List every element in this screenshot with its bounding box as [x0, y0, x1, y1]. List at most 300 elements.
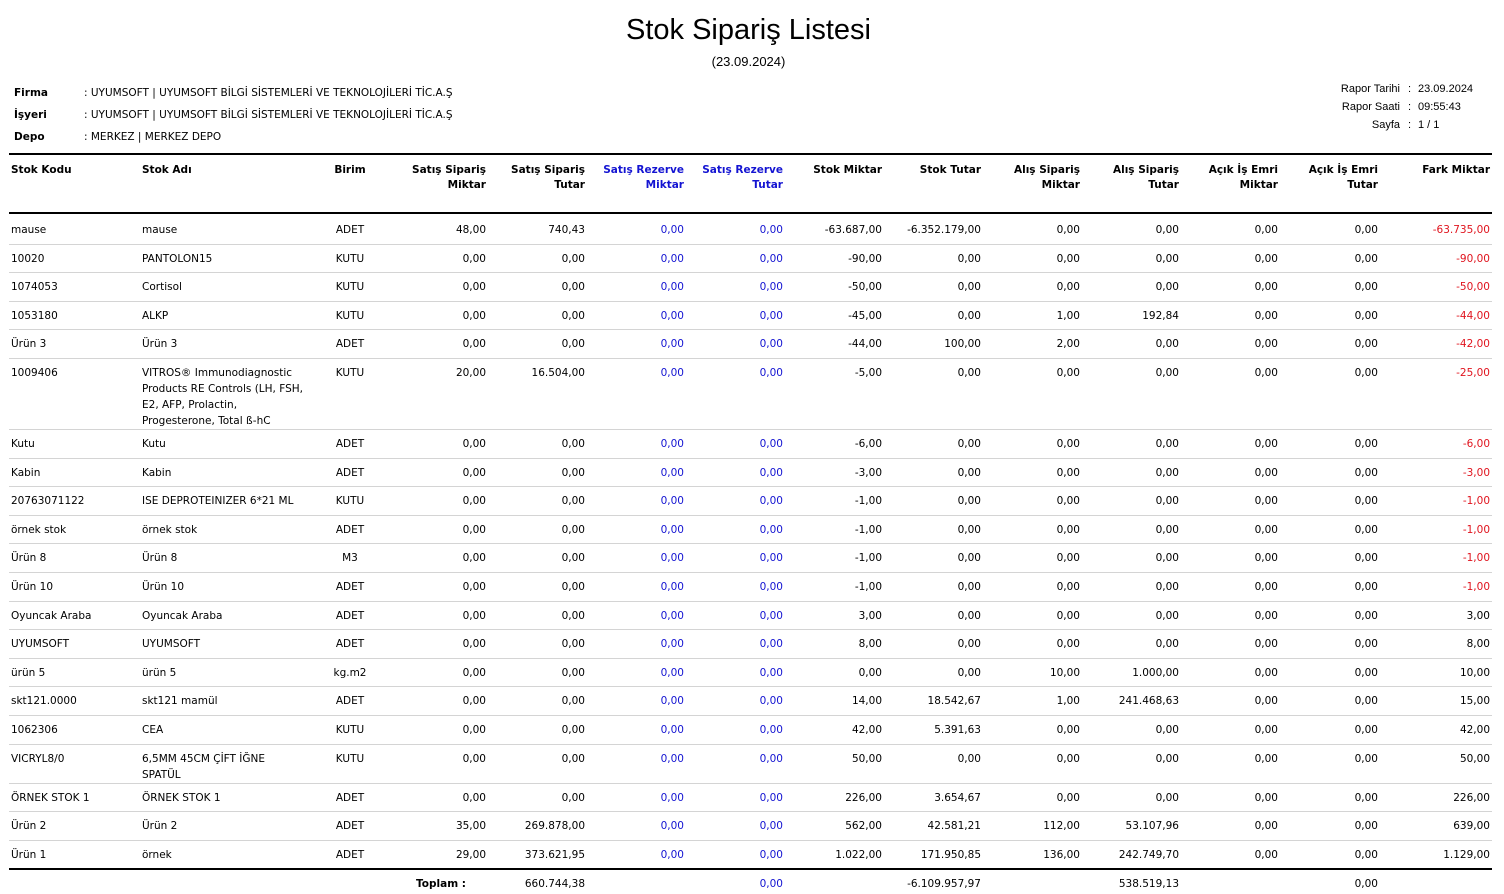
cell-satis-siparis-tutar: 0,00 [488, 630, 587, 659]
table-row [9, 244, 1492, 273]
cell-satis-rezerve-tutar: 0,00 [686, 301, 785, 330]
cell-fark-miktar: -42,00 [1380, 330, 1492, 359]
cell-birim: KUTU [308, 301, 392, 330]
cell-stok-adi: mause [140, 213, 308, 244]
table-row [9, 572, 1492, 601]
cell-stok-tutar: 0,00 [884, 630, 983, 659]
cell-stok-adi: 6,5MM 45CM ÇİFT İĞNE SPATÜL [140, 744, 308, 783]
cell-acik-is-emri-tutar: 0,00 [1280, 273, 1380, 302]
cell-satis-rezerve-tutar: 0,00 [686, 812, 785, 841]
cell-stok-miktar: -44,00 [785, 330, 884, 359]
cell-stok-kodu: örnek stok [9, 515, 140, 544]
cell-alis-siparis-tutar: 242.749,70 [1082, 840, 1181, 869]
rapor-saati-row [1290, 98, 1488, 116]
cell-alis-siparis-tutar: 0,00 [1082, 273, 1181, 302]
firma-row [14, 82, 453, 104]
cell-stok-adi: örnek stok [140, 515, 308, 544]
depo-row [14, 126, 453, 148]
cell-stok-miktar: -63.687,00 [785, 213, 884, 244]
firma-value: : UYUMSOFT | UYUMSOFT BİLGİ SİSTEMLERİ VE TEKNOLOJİLERİ TİC.A.Ş [84, 87, 453, 99]
cell-stok-miktar: -50,00 [785, 273, 884, 302]
cell-stok-kodu: Kutu [9, 429, 140, 458]
cell-fark-miktar: 50,00 [1380, 744, 1492, 783]
cell-stok-miktar: -5,00 [785, 358, 884, 429]
table-row [9, 213, 1492, 244]
cell-satis-rezerve-tutar: 0,00 [686, 601, 785, 630]
cell-birim: ADET [308, 601, 392, 630]
cell-stok-adi: ALKP [140, 301, 308, 330]
cell-stok-tutar: 0,00 [884, 429, 983, 458]
cell-satis-rezerve-tutar: 0,00 [686, 244, 785, 273]
cell-stok-tutar: -6.352.179,00 [884, 213, 983, 244]
cell-stok-adi: örnek [140, 840, 308, 869]
cell-satis-siparis-miktar: 48,00 [392, 213, 488, 244]
cell-alis-siparis-miktar: 0,00 [983, 244, 1082, 273]
cell-fark-miktar: 1.129,00 [1380, 840, 1492, 869]
cell-stok-tutar: 0,00 [884, 658, 983, 687]
depo-value: : MERKEZ | MERKEZ DEPO [84, 131, 222, 143]
cell-acik-is-emri-tutar: 0,00 [1280, 812, 1380, 841]
cell-stok-kodu: skt121.0000 [9, 687, 140, 716]
rapor-tarihi-value: 23.09.2024 [1418, 83, 1474, 95]
cell-satis-rezerve-miktar: 0,00 [587, 812, 686, 841]
cell-satis-siparis-miktar: 0,00 [392, 487, 488, 516]
table-row [9, 429, 1492, 458]
cell-satis-rezerve-tutar: 0,00 [686, 544, 785, 573]
cell-stok-miktar: 1.022,00 [785, 840, 884, 869]
cell-acik-is-emri-tutar: 0,00 [1280, 244, 1380, 273]
cell-satis-rezerve-miktar: 0,00 [587, 783, 686, 812]
cell-stok-kodu: 20763071122 [9, 487, 140, 516]
cell-satis-siparis-tutar: 269.878,00 [488, 812, 587, 841]
cell-stok-miktar: -45,00 [785, 301, 884, 330]
cell-acik-is-emri-miktar: 0,00 [1181, 458, 1280, 487]
colon: : [1408, 83, 1412, 95]
table-row [9, 715, 1492, 744]
cell-alis-siparis-tutar: 0,00 [1082, 213, 1181, 244]
cell-stok-tutar: 0,00 [884, 301, 983, 330]
cell-fark-miktar: -1,00 [1380, 487, 1492, 516]
cell-acik-is-emri-miktar: 0,00 [1181, 213, 1280, 244]
cell-acik-is-emri-miktar: 0,00 [1181, 544, 1280, 573]
column-header-stok-tutar: Stok Tutar [884, 154, 983, 213]
cell-stok-adi: PANTOLON15 [140, 244, 308, 273]
cell-alis-siparis-tutar: 0,00 [1082, 601, 1181, 630]
table-row [9, 358, 1492, 429]
cell-stok-tutar: 0,00 [884, 273, 983, 302]
cell-satis-rezerve-tutar: 0,00 [686, 330, 785, 359]
table-row [9, 273, 1492, 302]
column-header-acik-is-emri-miktar: Açık İş Emri Miktar [1181, 154, 1280, 213]
cell-satis-siparis-miktar: 0,00 [392, 715, 488, 744]
cell-satis-siparis-tutar: 373.621,95 [488, 840, 587, 869]
rapor-tarihi-row [1290, 80, 1488, 98]
cell-fark-miktar: -90,00 [1380, 244, 1492, 273]
cell-stok-tutar: 42.581,21 [884, 812, 983, 841]
table-row [9, 744, 1492, 783]
cell-stok-kodu: 1074053 [9, 273, 140, 302]
cell-acik-is-emri-tutar: 0,00 [1280, 515, 1380, 544]
cell-birim: ADET [308, 213, 392, 244]
report-date: (23.09.2024) [711, 54, 786, 69]
table-row [9, 487, 1492, 516]
cell-alis-siparis-miktar: 0,00 [983, 744, 1082, 783]
cell-stok-kodu: 1053180 [9, 301, 140, 330]
column-header-acik-is-emri-tutar: Açık İş Emri Tutar [1280, 154, 1380, 213]
cell-stok-kodu: Oyuncak Araba [9, 601, 140, 630]
rapor-tarihi-label: Rapor Tarihi [1340, 83, 1400, 95]
cell-satis-siparis-miktar: 35,00 [392, 812, 488, 841]
cell-satis-rezerve-miktar: 0,00 [587, 515, 686, 544]
cell-stok-tutar: 0,00 [884, 544, 983, 573]
cell-acik-is-emri-tutar: 0,00 [1280, 301, 1380, 330]
cell-satis-siparis-miktar: 0,00 [392, 273, 488, 302]
sayfa-label: Sayfa [1371, 119, 1400, 131]
cell-satis-siparis-miktar: 0,00 [392, 458, 488, 487]
cell-stok-miktar: -1,00 [785, 515, 884, 544]
cell-stok-adi: Ürün 2 [140, 812, 308, 841]
firma-label: Firma [14, 87, 48, 99]
cell-satis-rezerve-miktar: 0,00 [587, 213, 686, 244]
table-header-row [9, 154, 1492, 213]
cell-alis-siparis-miktar: 0,00 [983, 273, 1082, 302]
cell-alis-siparis-miktar: 0,00 [983, 572, 1082, 601]
cell-alis-siparis-miktar: 0,00 [983, 487, 1082, 516]
cell-acik-is-emri-tutar: 0,00 [1280, 213, 1380, 244]
total-satis-rezerve-tutar: 0,00 [759, 878, 783, 891]
cell-satis-rezerve-tutar: 0,00 [686, 487, 785, 516]
cell-fark-miktar: -1,00 [1380, 544, 1492, 573]
cell-stok-adi: CEA [140, 715, 308, 744]
table-row [9, 630, 1492, 659]
cell-satis-siparis-tutar: 0,00 [488, 458, 587, 487]
cell-alis-siparis-tutar: 0,00 [1082, 458, 1181, 487]
table-row [9, 544, 1492, 573]
cell-acik-is-emri-tutar: 0,00 [1280, 840, 1380, 869]
sayfa-value: 1 / 1 [1418, 119, 1440, 131]
cell-satis-siparis-tutar: 0,00 [488, 783, 587, 812]
cell-stok-miktar: -1,00 [785, 487, 884, 516]
cell-stok-kodu: Ürün 2 [9, 812, 140, 841]
stock-order-table [9, 153, 1492, 894]
cell-satis-siparis-miktar: 0,00 [392, 783, 488, 812]
cell-stok-miktar: -3,00 [785, 458, 884, 487]
cell-stok-miktar: 42,00 [785, 715, 884, 744]
cell-stok-miktar: 14,00 [785, 687, 884, 716]
cell-satis-rezerve-miktar: 0,00 [587, 301, 686, 330]
cell-fark-miktar: -25,00 [1380, 358, 1492, 429]
cell-satis-rezerve-tutar: 0,00 [686, 515, 785, 544]
total-acik-is-emri-tutar: 0,00 [1354, 878, 1378, 891]
table-row [9, 658, 1492, 687]
cell-stok-miktar: 562,00 [785, 812, 884, 841]
cell-alis-siparis-miktar: 136,00 [983, 840, 1082, 869]
report-header-info [14, 82, 453, 148]
cell-satis-siparis-miktar: 0,00 [392, 658, 488, 687]
cell-alis-siparis-miktar: 0,00 [983, 630, 1082, 659]
colon: : [1408, 119, 1412, 131]
cell-alis-siparis-tutar: 0,00 [1082, 544, 1181, 573]
cell-acik-is-emri-miktar: 0,00 [1181, 601, 1280, 630]
isyeri-value: : UYUMSOFT | UYUMSOFT BİLGİ SİSTEMLERİ VE TEKNOLOJİLERİ TİC.A.Ş [84, 109, 453, 121]
cell-stok-adi: Ürün 8 [140, 544, 308, 573]
table-row [9, 812, 1492, 841]
cell-satis-rezerve-tutar: 0,00 [686, 213, 785, 244]
cell-stok-tutar: 3.654,67 [884, 783, 983, 812]
cell-alis-siparis-tutar: 0,00 [1082, 715, 1181, 744]
cell-acik-is-emri-tutar: 0,00 [1280, 601, 1380, 630]
cell-stok-tutar: 5.391,63 [884, 715, 983, 744]
cell-satis-siparis-tutar: 0,00 [488, 544, 587, 573]
cell-satis-siparis-tutar: 0,00 [488, 515, 587, 544]
column-header-stok-miktar: Stok Miktar [785, 154, 884, 213]
cell-birim: KUTU [308, 273, 392, 302]
cell-stok-miktar: -90,00 [785, 244, 884, 273]
cell-alis-siparis-miktar: 0,00 [983, 515, 1082, 544]
isyeri-row [14, 104, 453, 126]
cell-satis-rezerve-tutar: 0,00 [686, 783, 785, 812]
cell-acik-is-emri-tutar: 0,00 [1280, 330, 1380, 359]
cell-fark-miktar: 226,00 [1380, 783, 1492, 812]
cell-satis-siparis-tutar: 0,00 [488, 658, 587, 687]
report-meta [1290, 80, 1488, 134]
column-header-alis-siparis-tutar: Alış Sipariş Tutar [1082, 154, 1181, 213]
cell-acik-is-emri-miktar: 0,00 [1181, 744, 1280, 783]
cell-fark-miktar: 639,00 [1380, 812, 1492, 841]
cell-satis-siparis-miktar: 29,00 [392, 840, 488, 869]
table-row [9, 330, 1492, 359]
cell-satis-siparis-miktar: 0,00 [392, 544, 488, 573]
totals-label: Toplam : [416, 878, 466, 891]
cell-birim: ADET [308, 330, 392, 359]
cell-acik-is-emri-tutar: 0,00 [1280, 687, 1380, 716]
cell-satis-rezerve-miktar: 0,00 [587, 840, 686, 869]
cell-fark-miktar: 3,00 [1380, 601, 1492, 630]
cell-satis-siparis-miktar: 0,00 [392, 630, 488, 659]
cell-stok-tutar: 18.542,67 [884, 687, 983, 716]
cell-satis-rezerve-miktar: 0,00 [587, 330, 686, 359]
cell-stok-adi: ÖRNEK STOK 1 [140, 783, 308, 812]
cell-acik-is-emri-tutar: 0,00 [1280, 358, 1380, 429]
cell-acik-is-emri-miktar: 0,00 [1181, 630, 1280, 659]
cell-alis-siparis-tutar: 0,00 [1082, 487, 1181, 516]
column-header-satis-rezerve-tutar: Satış Rezerve Tutar [686, 154, 785, 213]
cell-stok-adi: Kutu [140, 429, 308, 458]
cell-stok-tutar: 171.950,85 [884, 840, 983, 869]
cell-satis-rezerve-tutar: 0,00 [686, 429, 785, 458]
cell-stok-kodu: 10020 [9, 244, 140, 273]
cell-acik-is-emri-tutar: 0,00 [1280, 744, 1380, 783]
cell-fark-miktar: -1,00 [1380, 515, 1492, 544]
cell-fark-miktar: -1,00 [1380, 572, 1492, 601]
cell-alis-siparis-miktar: 0,00 [983, 213, 1082, 244]
cell-alis-siparis-tutar: 0,00 [1082, 515, 1181, 544]
cell-satis-siparis-miktar: 0,00 [392, 687, 488, 716]
cell-satis-rezerve-miktar: 0,00 [587, 630, 686, 659]
cell-acik-is-emri-miktar: 0,00 [1181, 301, 1280, 330]
cell-acik-is-emri-tutar: 0,00 [1280, 572, 1380, 601]
cell-stok-adi: VITROS® Immunodiagnostic Products RE Controls (LH, FSH, E2, AFP, Prolactin, Progesterone, Total ß-hC [140, 358, 308, 429]
cell-satis-siparis-tutar: 0,00 [488, 601, 587, 630]
cell-satis-rezerve-tutar: 0,00 [686, 658, 785, 687]
cell-acik-is-emri-tutar: 0,00 [1280, 658, 1380, 687]
cell-satis-siparis-miktar: 0,00 [392, 601, 488, 630]
total-satis-siparis-tutar: 660.744,38 [524, 878, 585, 891]
cell-alis-siparis-miktar: 1,00 [983, 687, 1082, 716]
cell-stok-tutar: 0,00 [884, 601, 983, 630]
cell-acik-is-emri-miktar: 0,00 [1181, 330, 1280, 359]
cell-acik-is-emri-tutar: 0,00 [1280, 783, 1380, 812]
cell-stok-tutar: 0,00 [884, 244, 983, 273]
cell-alis-siparis-tutar: 0,00 [1082, 358, 1181, 429]
cell-satis-siparis-tutar: 0,00 [488, 744, 587, 783]
cell-acik-is-emri-miktar: 0,00 [1181, 783, 1280, 812]
column-header-satis-siparis-miktar: Satış Sipariş Miktar [392, 154, 488, 213]
cell-stok-adi: skt121 mamül [140, 687, 308, 716]
cell-satis-rezerve-miktar: 0,00 [587, 244, 686, 273]
cell-stok-tutar: 0,00 [884, 458, 983, 487]
total-alis-siparis-tutar: 538.519,13 [1118, 878, 1179, 891]
cell-stok-miktar: 226,00 [785, 783, 884, 812]
cell-birim: ADET [308, 515, 392, 544]
table-row [9, 840, 1492, 869]
cell-stok-kodu: Ürün 8 [9, 544, 140, 573]
cell-acik-is-emri-miktar: 0,00 [1181, 358, 1280, 429]
totals-row [9, 869, 1492, 894]
cell-alis-siparis-miktar: 0,00 [983, 601, 1082, 630]
cell-satis-rezerve-miktar: 0,00 [587, 715, 686, 744]
cell-stok-kodu: VICRYL8/0 [9, 744, 140, 783]
cell-acik-is-emri-miktar: 0,00 [1181, 515, 1280, 544]
cell-alis-siparis-tutar: 241.468,63 [1082, 687, 1181, 716]
isyeri-label: İşyeri [14, 109, 47, 121]
cell-satis-siparis-tutar: 0,00 [488, 244, 587, 273]
cell-alis-siparis-tutar: 1.000,00 [1082, 658, 1181, 687]
cell-satis-rezerve-tutar: 0,00 [686, 744, 785, 783]
cell-stok-adi: Kabin [140, 458, 308, 487]
cell-fark-miktar: -63.735,00 [1380, 213, 1492, 244]
cell-satis-siparis-tutar: 0,00 [488, 330, 587, 359]
cell-acik-is-emri-miktar: 0,00 [1181, 715, 1280, 744]
cell-stok-kodu: ürün 5 [9, 658, 140, 687]
cell-satis-siparis-miktar: 0,00 [392, 244, 488, 273]
cell-alis-siparis-tutar: 192,84 [1082, 301, 1181, 330]
cell-satis-siparis-tutar: 0,00 [488, 429, 587, 458]
cell-satis-rezerve-tutar: 0,00 [686, 572, 785, 601]
cell-satis-rezerve-tutar: 0,00 [686, 687, 785, 716]
cell-satis-siparis-miktar: 20,00 [392, 358, 488, 429]
cell-acik-is-emri-miktar: 0,00 [1181, 487, 1280, 516]
cell-stok-adi: ISE DEPROTEINIZER 6*21 ML [140, 487, 308, 516]
cell-satis-siparis-tutar: 0,00 [488, 715, 587, 744]
cell-satis-rezerve-miktar: 0,00 [587, 429, 686, 458]
cell-birim: KUTU [308, 358, 392, 429]
cell-stok-tutar: 0,00 [884, 572, 983, 601]
cell-satis-siparis-miktar: 0,00 [392, 515, 488, 544]
cell-satis-rezerve-miktar: 0,00 [587, 544, 686, 573]
cell-satis-rezerve-miktar: 0,00 [587, 744, 686, 783]
cell-birim: ADET [308, 572, 392, 601]
cell-acik-is-emri-miktar: 0,00 [1181, 244, 1280, 273]
cell-stok-adi: ürün 5 [140, 658, 308, 687]
cell-satis-siparis-miktar: 0,00 [392, 301, 488, 330]
cell-alis-siparis-miktar: 10,00 [983, 658, 1082, 687]
cell-satis-siparis-tutar: 0,00 [488, 301, 587, 330]
cell-satis-rezerve-miktar: 0,00 [587, 273, 686, 302]
cell-satis-rezerve-miktar: 0,00 [587, 572, 686, 601]
table-row [9, 783, 1492, 812]
cell-stok-kodu: UYUMSOFT [9, 630, 140, 659]
cell-alis-siparis-tutar: 0,00 [1082, 783, 1181, 812]
cell-acik-is-emri-tutar: 0,00 [1280, 630, 1380, 659]
cell-alis-siparis-miktar: 0,00 [983, 458, 1082, 487]
cell-fark-miktar: 15,00 [1380, 687, 1492, 716]
cell-alis-siparis-miktar: 0,00 [983, 358, 1082, 429]
cell-birim: ADET [308, 840, 392, 869]
cell-alis-siparis-miktar: 0,00 [983, 544, 1082, 573]
cell-birim: ADET [308, 687, 392, 716]
cell-acik-is-emri-tutar: 0,00 [1280, 429, 1380, 458]
cell-birim: KUTU [308, 744, 392, 783]
cell-birim: ADET [308, 783, 392, 812]
cell-acik-is-emri-miktar: 0,00 [1181, 687, 1280, 716]
rapor-saati-label: Rapor Saati [1341, 101, 1400, 113]
cell-fark-miktar: 10,00 [1380, 658, 1492, 687]
cell-satis-siparis-miktar: 0,00 [392, 429, 488, 458]
total-stok-tutar: -6.109.957,97 [907, 878, 981, 891]
cell-birim: ADET [308, 458, 392, 487]
cell-satis-siparis-miktar: 0,00 [392, 744, 488, 783]
column-header-fark-miktar: Fark Miktar [1380, 154, 1492, 213]
column-header-satis-rezerve-miktar: Satış Rezerve Miktar [587, 154, 686, 213]
table-row [9, 515, 1492, 544]
cell-acik-is-emri-miktar: 0,00 [1181, 812, 1280, 841]
cell-birim: KUTU [308, 715, 392, 744]
table-row [9, 687, 1492, 716]
cell-alis-siparis-miktar: 0,00 [983, 783, 1082, 812]
table-body [9, 213, 1492, 869]
cell-alis-siparis-tutar: 0,00 [1082, 744, 1181, 783]
cell-fark-miktar: 42,00 [1380, 715, 1492, 744]
cell-satis-siparis-tutar: 0,00 [488, 273, 587, 302]
cell-stok-miktar: -6,00 [785, 429, 884, 458]
cell-stok-kodu: 1062306 [9, 715, 140, 744]
cell-satis-rezerve-tutar: 0,00 [686, 840, 785, 869]
table-row [9, 601, 1492, 630]
rapor-saati-value: 09:55:43 [1418, 101, 1461, 113]
cell-birim: kg.m2 [308, 658, 392, 687]
cell-satis-rezerve-miktar: 0,00 [587, 358, 686, 429]
cell-stok-kodu: mause [9, 213, 140, 244]
cell-stok-miktar: -1,00 [785, 544, 884, 573]
cell-birim: ADET [308, 812, 392, 841]
cell-stok-kodu: 1009406 [9, 358, 140, 429]
colon: : [1408, 101, 1412, 113]
cell-acik-is-emri-miktar: 0,00 [1181, 572, 1280, 601]
cell-satis-rezerve-tutar: 0,00 [686, 458, 785, 487]
cell-alis-siparis-tutar: 53.107,96 [1082, 812, 1181, 841]
cell-satis-siparis-tutar: 740,43 [488, 213, 587, 244]
cell-acik-is-emri-miktar: 0,00 [1181, 658, 1280, 687]
cell-stok-miktar: -1,00 [785, 572, 884, 601]
sayfa-row [1290, 116, 1488, 134]
cell-stok-tutar: 100,00 [884, 330, 983, 359]
cell-alis-siparis-tutar: 0,00 [1082, 244, 1181, 273]
table-row [9, 301, 1492, 330]
cell-alis-siparis-tutar: 0,00 [1082, 572, 1181, 601]
cell-alis-siparis-miktar: 112,00 [983, 812, 1082, 841]
cell-satis-rezerve-miktar: 0,00 [587, 687, 686, 716]
